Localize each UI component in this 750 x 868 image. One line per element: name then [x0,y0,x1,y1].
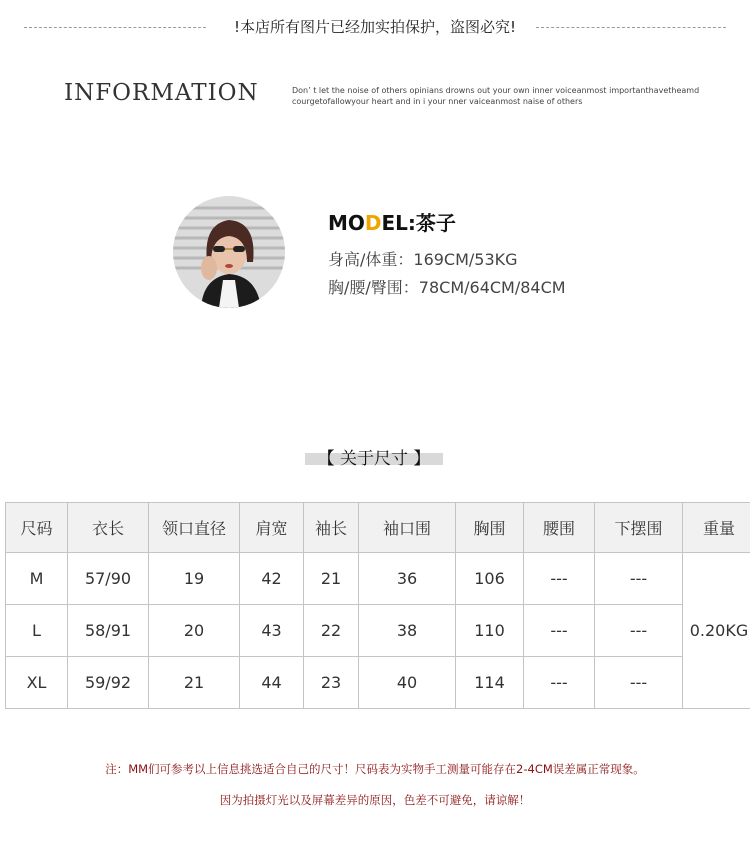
cell-collar: 21 [149,657,240,709]
header-chest: 胸围 [456,503,524,553]
cell-sleeve: 21 [304,553,359,605]
cell-collar: 19 [149,553,240,605]
cell-chest: 110 [456,605,524,657]
header-collar: 领口直径 [149,503,240,553]
divider-left [24,27,206,28]
cell-cuff: 40 [359,657,456,709]
cell-chest: 114 [456,657,524,709]
cell-length: 57/90 [68,553,149,605]
cell-hem: --- [595,553,683,605]
cell-size: L [6,605,68,657]
cell-length: 59/92 [68,657,149,709]
header-weight: 重量 [683,503,750,553]
cell-waist: --- [524,553,595,605]
model-avatar [173,196,285,308]
copyright-notice: !本店所有图片已经加实拍保护，盗图必究! [233,18,517,36]
model-measurements: 胸/腰/臀围：78CM/64CM/84CM [328,278,566,297]
size-heading-text: 【 关于尺寸 】 [317,449,431,469]
header-cuff: 袖口围 [359,503,456,553]
information-title: INFORMATION [64,80,259,106]
header-length: 衣长 [68,503,149,553]
cell-waist: --- [524,605,595,657]
cell-cuff: 38 [359,605,456,657]
table-header-row [6,503,750,553]
cell-size: M [6,553,68,605]
cell-hem: --- [595,605,683,657]
cell-hem: --- [595,657,683,709]
description-line-1: Don’ t let the noise of others opinians drowns out your own inner voiceanmost importanthavetheamd [292,86,700,95]
model-label-prefix: MO [328,211,365,235]
model-label-accent: D [364,211,382,235]
description-line-2: courgetofallowyour heart and in i your nner vaiceanmost naise of others [292,97,583,106]
model-name-label [328,207,456,236]
cell-collar: 20 [149,605,240,657]
cell-weight: 0.20KG [683,553,750,709]
header-hem: 下摆围 [595,503,683,553]
color-disclaimer: 因为拍摄灯光以及屏幕差异的原因，色差不可避免，请谅解！ [219,793,531,807]
size-section-heading [305,449,443,469]
header-shoulder: 肩宽 [240,503,304,553]
cell-waist: --- [524,657,595,709]
size-table [5,502,750,709]
model-name: 茶子 [415,211,456,235]
model-height-weight: 身高/体重：169CM/53KG [328,250,518,269]
cell-shoulder: 42 [240,553,304,605]
cell-sleeve: 22 [304,605,359,657]
cell-chest: 106 [456,553,524,605]
table-row [6,553,750,605]
header-waist: 腰围 [524,503,595,553]
divider-right [536,27,726,28]
cell-sleeve: 23 [304,657,359,709]
cell-cuff: 36 [359,553,456,605]
measurement-note: 注：MM们可参考以上信息挑选适合自己的尺寸！尺码表为实物手工测量可能存在2-4CM误差属正常现象。 [105,762,645,776]
header-sleeve: 袖长 [304,503,359,553]
table-row [6,657,750,709]
top-notice-bar [24,18,726,36]
cell-size: XL [6,657,68,709]
header-size: 尺码 [6,503,68,553]
information-description [292,85,712,107]
model-photo [173,196,285,308]
cell-shoulder: 43 [240,605,304,657]
model-label-suffix: EL: [381,211,416,235]
cell-shoulder: 44 [240,657,304,709]
table-row [6,605,750,657]
cell-length: 58/91 [68,605,149,657]
